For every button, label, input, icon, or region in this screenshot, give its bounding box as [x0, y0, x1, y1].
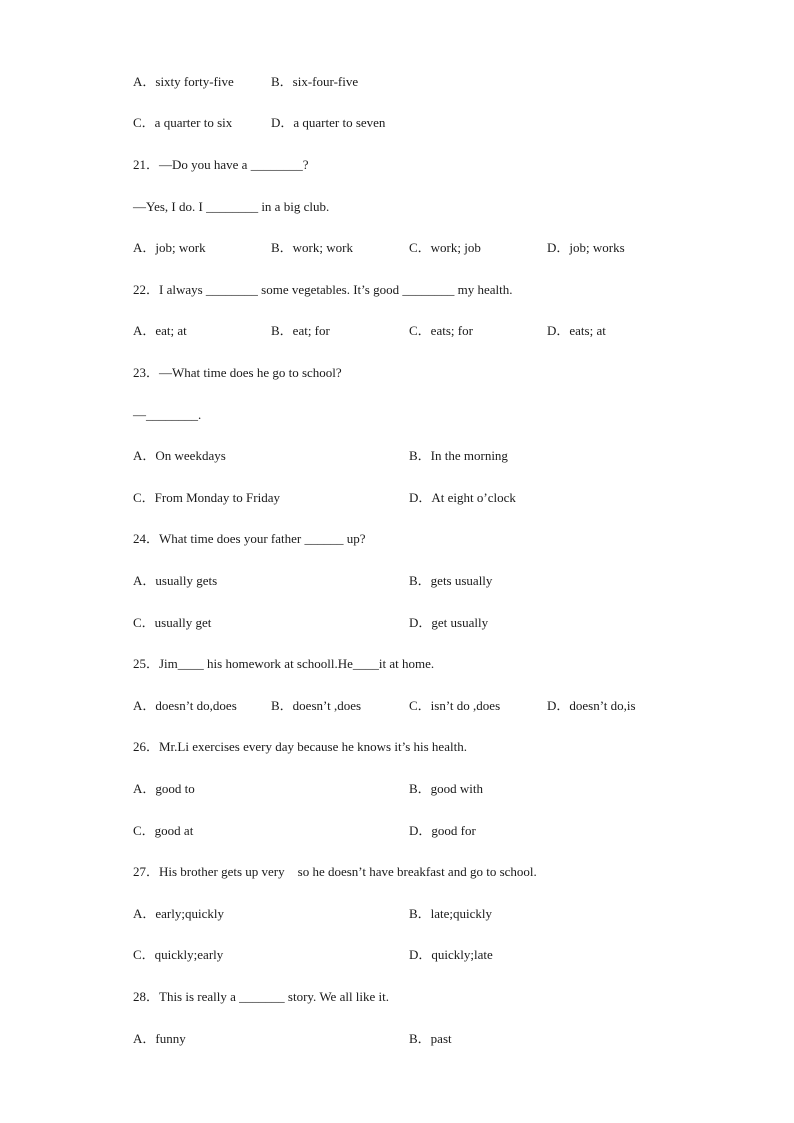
answer-option[interactable]: D．job; works — [547, 240, 625, 255]
answer-option[interactable]: B．past — [409, 1031, 452, 1046]
answer-option[interactable]: B．eat; for — [271, 323, 330, 338]
question-line: 21．—Do you have a ________? — [133, 157, 309, 172]
answer-option[interactable]: C．work; job — [409, 240, 481, 255]
question-line: 25．Jim____ his homework at schooll.He____it at home. — [133, 656, 435, 671]
answer-option[interactable]: D．doesn’t do,is — [547, 698, 636, 713]
answer-option[interactable]: B．late;quickly — [409, 906, 493, 921]
answer-option[interactable]: B．six-four-five — [271, 74, 359, 89]
answer-option[interactable]: A．eat; at — [133, 323, 187, 338]
question-line: 23．—What time does he go to school? — [133, 365, 342, 380]
answer-option[interactable]: D．good for — [409, 823, 476, 838]
question-line: 28．This is really a _______ story. We all like it. — [133, 989, 390, 1004]
question-line: —________. — [133, 407, 202, 422]
answer-option[interactable]: B．good with — [409, 781, 484, 796]
answer-option[interactable]: C．a quarter to six — [133, 115, 233, 130]
answer-option[interactable]: C．From Monday to Friday — [133, 490, 280, 505]
answer-option[interactable]: C．quickly;early — [133, 947, 224, 962]
question-line: 24．What time does your father ______ up? — [133, 531, 366, 546]
answer-option[interactable]: A．sixty forty-five — [133, 74, 234, 89]
answer-option[interactable]: D．get usually — [409, 615, 489, 630]
question-line: 22．I always ________ some vegetables. It’s good ________ my health. — [133, 282, 513, 297]
question-line: 27．His brother gets up very so he doesn’t have breakfast and go to school. — [133, 864, 537, 879]
answer-option[interactable]: A．On weekdays — [133, 448, 226, 463]
answer-option[interactable]: B．In the morning — [409, 448, 508, 463]
answer-option[interactable]: A．doesn’t do,does — [133, 698, 237, 713]
answer-option[interactable]: B．work; work — [271, 240, 353, 255]
answer-option[interactable]: D．quickly;late — [409, 947, 493, 962]
answer-option[interactable]: A．job; work — [133, 240, 206, 255]
answer-option[interactable]: D．eats; at — [547, 323, 606, 338]
answer-option[interactable]: D．a quarter to seven — [271, 115, 386, 130]
question-line: —Yes, I do. I ________ in a big club. — [133, 199, 330, 214]
answer-option[interactable]: A．early;quickly — [133, 906, 224, 921]
answer-option[interactable]: C．isn’t do ,does — [409, 698, 501, 713]
answer-option[interactable]: C．eats; for — [409, 323, 473, 338]
answer-option[interactable]: A．funny — [133, 1031, 186, 1046]
answer-option[interactable]: A．usually gets — [133, 573, 218, 588]
answer-option[interactable]: A．good to — [133, 781, 195, 796]
answer-option[interactable]: C．good at — [133, 823, 194, 838]
answer-option[interactable]: C．usually get — [133, 615, 212, 630]
answer-option[interactable]: B．doesn’t ,does — [271, 698, 362, 713]
question-line: 26．Mr.Li exercises every day because he knows it’s his health. — [133, 739, 467, 754]
answer-option[interactable]: B．gets usually — [409, 573, 493, 588]
answer-option[interactable]: D．At eight o’clock — [409, 490, 516, 505]
